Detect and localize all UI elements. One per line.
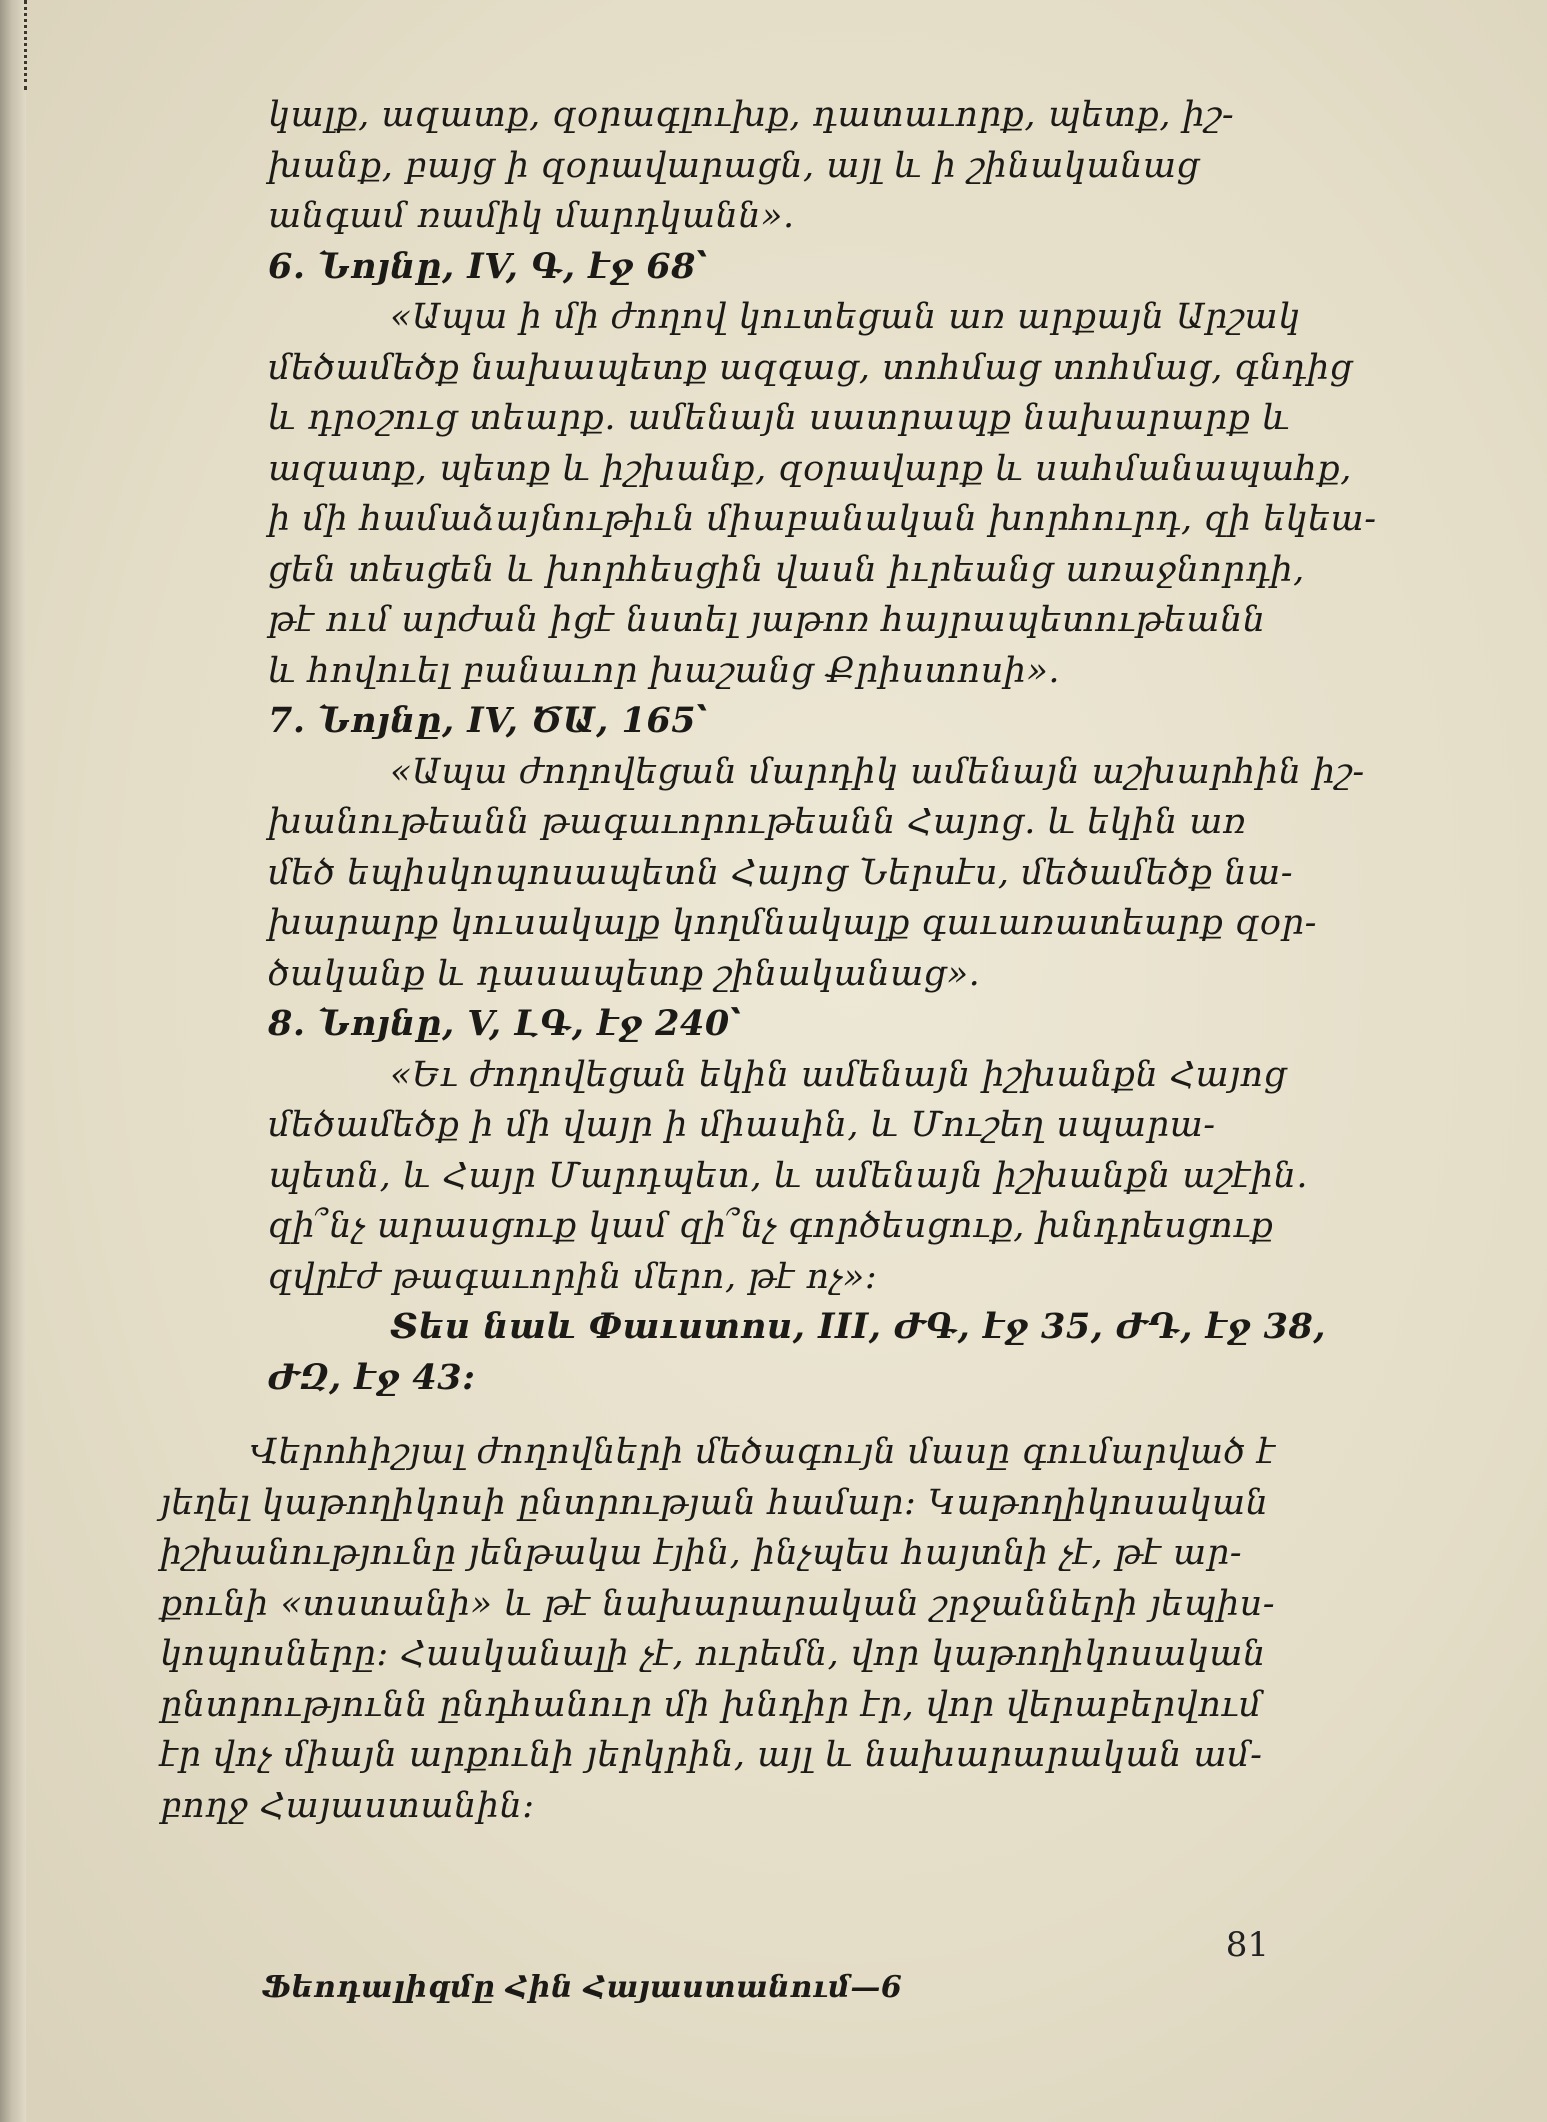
text-line: զվրէժ թագաւորին մերո, թէ ոչ»: (268, 1256, 878, 1297)
text-line: ընտրությունն ընդհանուր մի խնդիր էր, վոր վերաբերվում (160, 1684, 1262, 1725)
reference-6: 6. Նոյնը, IV, Գ, էջ 68՝ (268, 245, 708, 287)
text-line: Տես նաև Փաւստոս, III, ԺԳ, էջ 35, ԺԴ, էջ 38, (390, 1306, 1326, 1347)
text-line: քունի «տստանի» և թէ նախարարական շրջանների յեպիս- (160, 1583, 1276, 1624)
quote-8-block (150, 1050, 1340, 1303)
text-line: «Ապա ի մի ժողով կուտեցան առ արքայն Արշակ (390, 297, 1301, 337)
text-line: պետն, և Հայր Մարդպետ, և ամենայն իշխանքն աշէին. (268, 1155, 1309, 1196)
text-line: և դրօշուց տեարք. ամենայն սատրապք նախարարք և (268, 398, 1291, 438)
text-line: ծականք և դասապետք շինականաց». (268, 953, 981, 994)
see-also-block (150, 1302, 1340, 1403)
spacer (150, 1403, 1340, 1427)
book-spine-shadow (0, 0, 26, 2122)
text-line: ի մի համաձայնութիւն միաբանական խորհուրդ, զի եկեա- (268, 499, 1377, 539)
text-line: ԺԶ, էջ 43: (268, 1356, 476, 1398)
main-text (150, 90, 1377, 1831)
text-line: խարարք կուսակալք կողմնակալք գաւառատեարք զօր- (268, 903, 1317, 943)
reference-8: 8. Նոյնը, V, ԼԳ, էջ 240՝ (268, 1003, 742, 1044)
quote-6-block (150, 292, 1377, 696)
text-line: և հովուել բանաւոր խաշանց Քրիստոսի». (268, 650, 1061, 691)
text-line: «Եւ ժողովեցան եկին ամենայն իշխանքն Հայոց (390, 1054, 1287, 1095)
text-line: մեծամեծք նախապետք ազգաց, տոհմաց տոհմաց, գնդից (268, 347, 1353, 388)
quote-7-block (150, 747, 1365, 1000)
binding-stitch-mark (16, 0, 27, 90)
text-line: յեղել կաթողիկոսի ընտրության համար: Կաթողիկոսական (160, 1482, 1269, 1523)
text-line: բողջ Հայաստանին: (160, 1785, 535, 1826)
text-line: ազատք, պետք և իշխանք, զօրավարք և սահմանապահք, (268, 448, 1352, 489)
text-line: էր վոչ միայն արքունի յերկրին, այլ և նախարարական ամ- (160, 1735, 1263, 1775)
text-line: անգամ ռամիկ մարդկանն». (268, 196, 795, 236)
signature-footer: Ֆեոդալիզմը Հին Հայաստանում—6 (262, 1970, 903, 2005)
text-line: մեծամեծք ի մի վայր ի միասին, և Մուշեղ սպարա- (268, 1105, 1216, 1145)
text-line: «Ապա ժողովեցան մարդիկ ամենայն աշխարհին իշ- (390, 751, 1365, 792)
text-line: ցեն տեսցեն և խորհեսցին վասն իւրեանց առաջնորդի, (268, 549, 1305, 590)
text-line: իշխանությունը յենթակա էյին, ինչպես հայտնի չէ, թէ ար- (160, 1533, 1243, 1573)
text-line: խանք, բայց ի զօրավարացն, այլ և ի շինականաց (268, 145, 1200, 186)
page-number: 81 (1225, 1925, 1269, 1965)
text-line: թէ ում արժան իցէ նստել յաթոռ հայրապետութեանն (268, 600, 1266, 640)
text-line: կոպոսները: Հասկանալի չէ, ուրեմն, վոր կաթողիկոսական (160, 1634, 1266, 1674)
reference-7: 7. Նոյնը, IV, ԾԱ, 165՝ (268, 700, 708, 741)
text-line: Վերոհիշյալ ժողովների մեծագույն մասը գումարված է (250, 1432, 1276, 1472)
quote-tail-block (150, 90, 1340, 242)
text-line: կալք, ազատք, զօրագլուխք, դատաւորք, պետք, իշ- (268, 95, 1235, 135)
body-paragraph (150, 1427, 1340, 1831)
text-line: խանութեանն թագաւորութեանն Հայոց. և եկին առ (268, 802, 1247, 842)
text-line: զի՞նչ արասցուք կամ զի՞նչ գործեսցուք, խնդրեսցուք (268, 1206, 1274, 1246)
text-line: մեծ եպիսկոպոսապետն Հայոց Ներսէս, մեծամեծք նա- (268, 852, 1294, 893)
